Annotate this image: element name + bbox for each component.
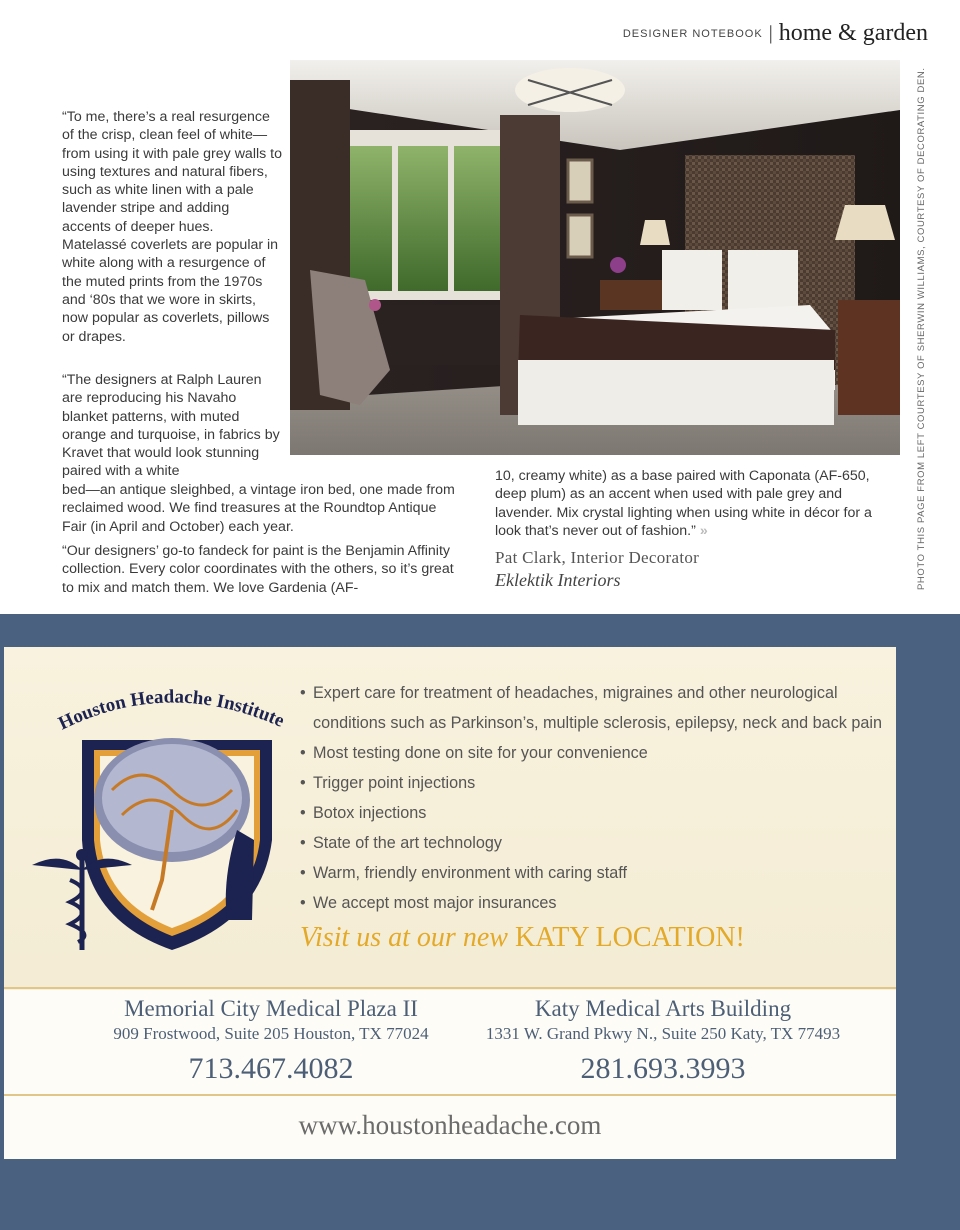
- ad-divider: [4, 1094, 896, 1096]
- service-text: Botox injections: [313, 804, 427, 822]
- cta-location: KATY LOCATION!: [514, 922, 745, 953]
- article-paragraph: bed—an antique sleighbed, a vintage iron bed, one made from reclaimed wood. We find treasures at the Roundtop Antique Fair (in April and October) each year.: [62, 482, 455, 535]
- institute-logo: [22, 680, 292, 960]
- location-phone[interactable]: 281.693.3993: [580, 1052, 746, 1085]
- cta-italic: Visit us at our new: [300, 922, 508, 953]
- bullet-icon: •: [300, 894, 306, 912]
- services-list: [300, 678, 882, 918]
- article-paragraph: “The designers at Ralph Lauren are reproducing his Navaho blanket patterns, with muted orange and turquoise, in fabrics by Kravet that would look stunning paired with a white: [62, 372, 280, 480]
- author-company: Eklektik Interiors: [495, 570, 621, 590]
- location-address: 909 Frostwood, Suite 205 Houston, TX 77024: [113, 1024, 429, 1043]
- header-separator: |: [768, 22, 773, 44]
- service-text: Trigger point injections: [313, 774, 476, 792]
- logo-graphic: [22, 680, 292, 960]
- service-item: [300, 858, 882, 888]
- service-text: Warm, friendly environment with caring staff: [313, 864, 627, 882]
- location-name: Katy Medical Arts Building: [534, 996, 792, 1021]
- svg-text:Houston Headache Institute: [55, 686, 287, 734]
- article-paragraph: “Our designers’ go-to fandeck for paint is the Benjamin Affinity collection. Every color coordinates with the others, so it’s great to mix and match them. We love Gardenia (AF-: [62, 543, 454, 596]
- call-to-action: [300, 922, 745, 954]
- website-link[interactable]: www.houstonheadache.com: [298, 1110, 602, 1140]
- bullet-icon: •: [300, 864, 306, 882]
- page-header: [623, 20, 928, 47]
- bullet-icon: •: [300, 804, 306, 822]
- service-item: [300, 678, 882, 708]
- bullet-icon: •: [300, 684, 306, 702]
- service-item: [300, 798, 882, 828]
- location-name: Memorial City Medical Plaza II: [124, 996, 418, 1021]
- end-mark-icon: »: [699, 522, 708, 539]
- bullet-icon: •: [300, 774, 306, 792]
- section-title: home & garden: [778, 20, 928, 46]
- location-phone[interactable]: 713.467.4082: [188, 1052, 354, 1085]
- bullet-icon: •: [300, 834, 306, 852]
- service-item: [300, 738, 882, 768]
- article-paragraph: [495, 467, 900, 540]
- service-text: conditions such as Parkinson’s, multiple sclerosis, epilepsy, neck and back pain: [313, 714, 882, 732]
- service-text: Most testing done on site for your convenience: [313, 744, 648, 762]
- location-address: 1331 W. Grand Pkwy N., Suite 250 Katy, TX 77493: [485, 1024, 841, 1043]
- bullet-icon: •: [300, 744, 306, 762]
- service-item: [300, 768, 882, 798]
- service-item: [300, 708, 882, 738]
- service-text: Expert care for treatment of headaches, migraines and other neurological: [313, 684, 838, 702]
- author-name: Pat Clark, Interior Decorator: [495, 548, 700, 567]
- service-text: We accept most major insurances: [313, 894, 557, 912]
- bedroom-illustration: [290, 60, 900, 455]
- ad-divider: [4, 987, 896, 989]
- service-text: State of the art technology: [313, 834, 502, 852]
- logo-text: Houston Headache Institute: [55, 686, 288, 735]
- photo-credit: PHOTO THIS PAGE FROM LEFT COURTESY OF SHERWIN WILLIAMS, COURTESY OF DECORATING DEN.: [916, 67, 927, 590]
- service-item: [300, 828, 882, 858]
- service-item: [300, 888, 882, 918]
- section-label: DESIGNER NOTEBOOK: [622, 27, 763, 40]
- article-paragraph-text: 10, creamy white) as a base paired with Caponata (AF-650, deep plum) as an accent when used with pale grey and lavender. Mix crystal lighting when using white in décor for a look that’s never out of fashion.”: [495, 468, 872, 539]
- article-paragraph: “To me, there’s a real resurgence of the crisp, clean feel of white—from using it with pale grey walls to using textures and natural fibers, such as white linen with a pale lavender stripe and adding accents of deeper hues. Matelassé coverlets are popular in white along with a resurgence of the muted prints from the 1970s and ‘80s that we wore in skirts, now popular as coverlets, pillows or drapes.: [62, 109, 282, 345]
- bedroom-photo: [290, 60, 900, 455]
